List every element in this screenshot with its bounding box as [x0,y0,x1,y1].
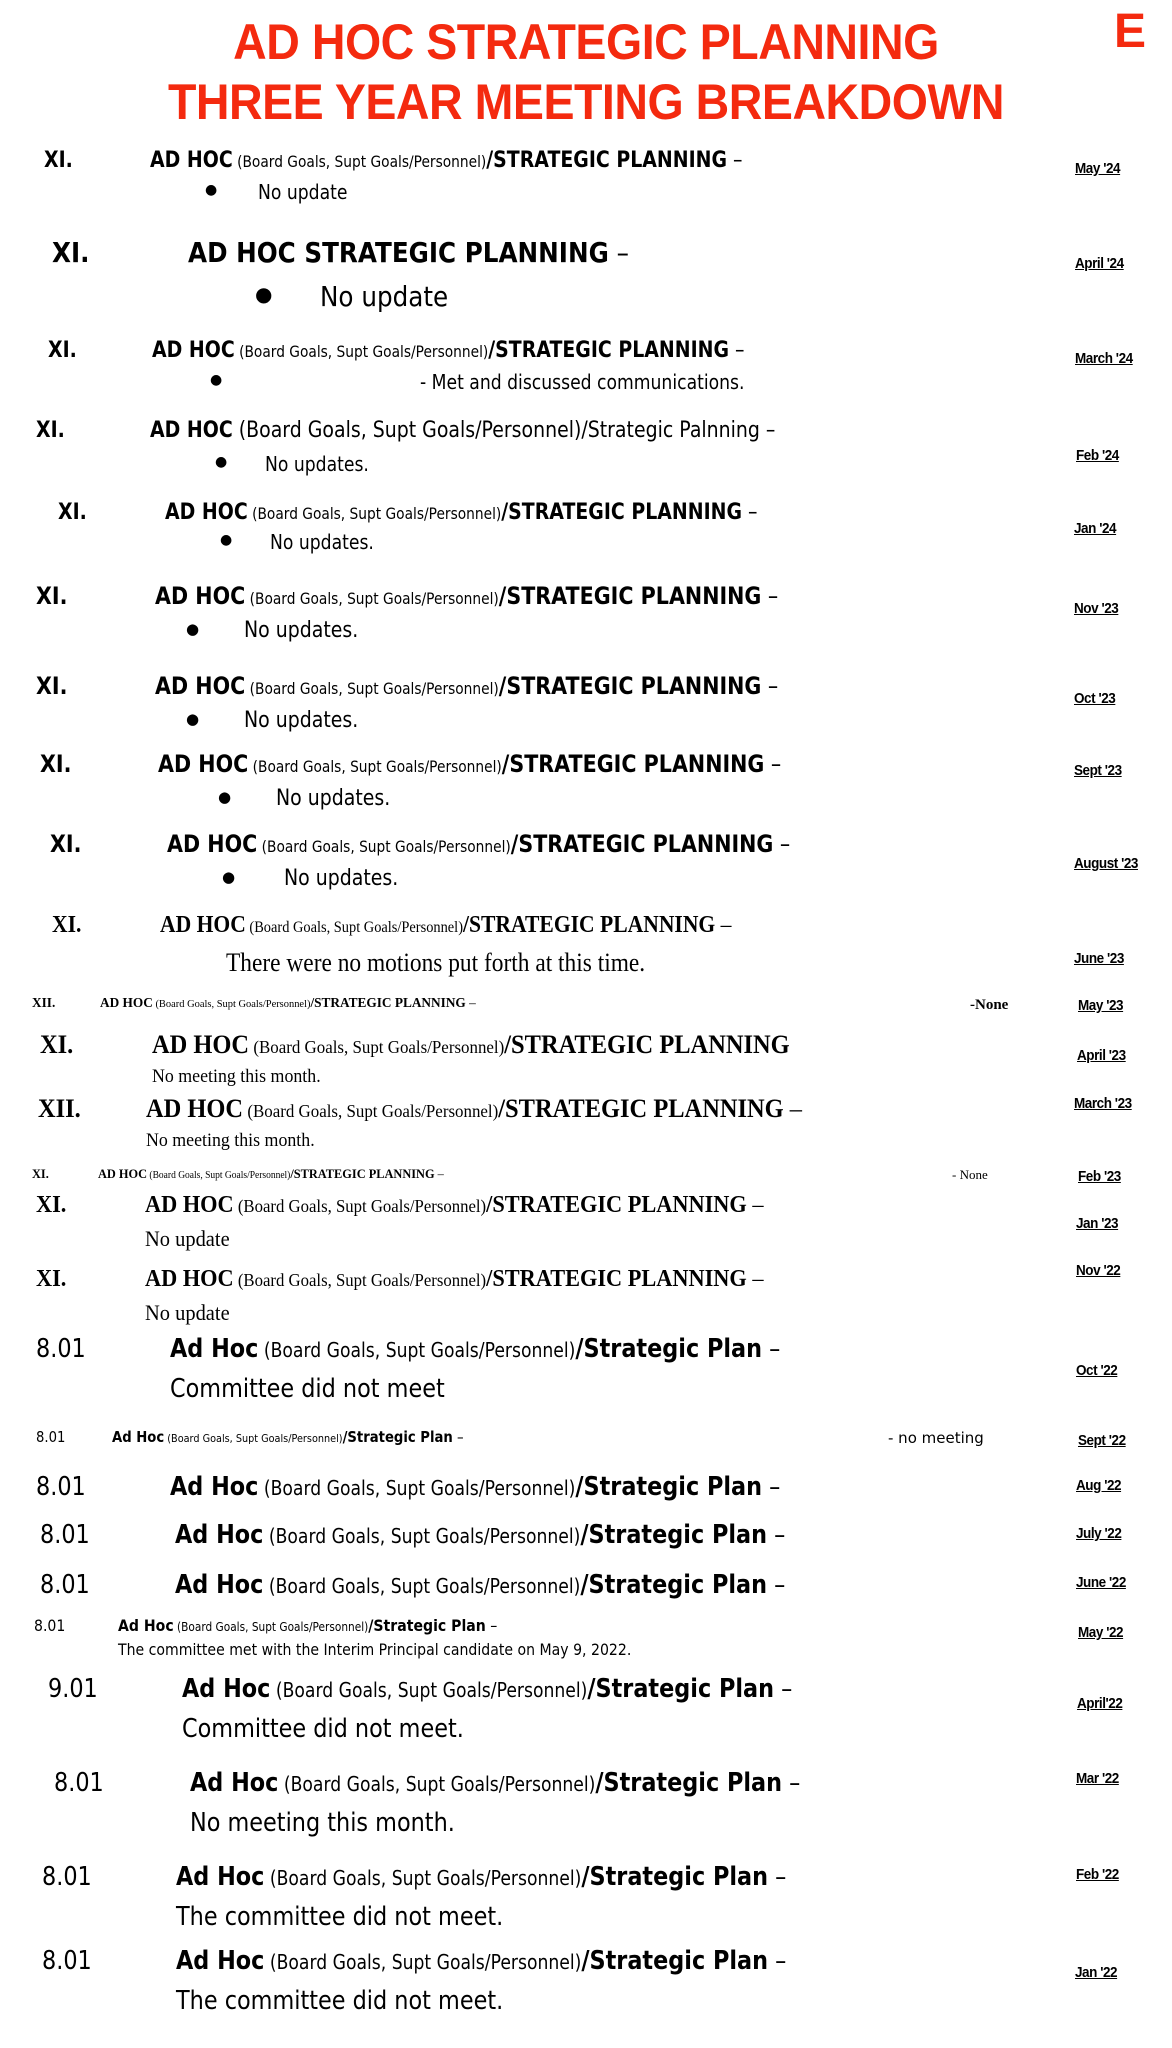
item-number: 8.01 [36,1472,86,1502]
item-number: XII. [32,996,56,1011]
heading-dash: – [764,750,782,778]
heading-topic: /Strategic Plan [580,1520,768,1550]
item-heading [167,830,790,858]
item-heading [175,1520,785,1550]
heading-scope: (Board Goals, Supt Goals/Personnel) [147,1170,291,1181]
item-number: 8.01 [42,1862,92,1892]
bullet-icon [220,532,232,548]
meeting-date: April '23 [1077,1047,1126,1064]
item-status-text: No update [145,1300,230,1325]
item-heading [150,148,742,173]
heading-scope: (Board Goals, Supt Goals/Personnel) [258,1338,576,1362]
heading-committee-name: AD HOC [167,830,258,858]
heading-dash: – [746,1192,764,1218]
item-number: 8.01 [54,1768,104,1798]
heading-topic: /Strategic Plan [581,1946,769,1976]
heading-dash: – [715,912,732,938]
heading-dash: – [762,1472,781,1502]
item-status-text: The committee did not meet. [176,1986,504,2016]
bullet-icon [205,182,217,198]
item-number: XI. [32,1166,49,1181]
heading-committee-name: AD HOC [160,912,246,938]
item-status-text: No updates. [244,618,359,643]
heading-dash: – [762,1334,781,1364]
heading-committee-name: Ad Hoc [175,1520,264,1550]
item-heading [176,1946,786,1976]
heading-committee-name: AD HOC [158,750,249,778]
heading-topic: /STRATEGIC PLANNING [462,912,716,938]
item-status-text: No updates. [276,786,391,811]
heading-committee-name: Ad Hoc [176,1862,265,1892]
item-heading [158,750,781,778]
item-number: XI. [36,1266,67,1292]
item-status-text: No meeting this month. [152,1066,321,1087]
item-heading [155,672,778,700]
meeting-date: Feb '22 [1076,1866,1119,1883]
item-heading [98,1166,444,1182]
heading-scope: (Board Goals, Supt Goals/Personnel) [164,1432,343,1445]
heading-topic: /Strategic Plan [587,1674,775,1704]
bullet-icon [222,868,235,886]
heading-scope: (Board Goals, Supt Goals/Personnel) [247,504,502,523]
item-heading [146,1094,802,1124]
heading-dash: – [741,500,758,525]
heading-dash: – [773,830,791,858]
item-status-text: There were no motions put forth at this time. [226,948,646,977]
heading-scope: (Board Goals, Supt Goals/Personnel) [234,342,489,361]
heading-scope: (Board Goals, Supt Goals/Personnel) [263,1574,581,1598]
meeting-date: Oct '22 [1076,1362,1118,1379]
heading-scope: (Board Goals, Supt Goals/Personnel) [257,837,511,856]
heading-topic: /Strategic Plan [595,1768,783,1798]
heading-scope: (Board Goals, Supt Goals/Personnel) [249,1037,505,1057]
heading-committee-name: Ad Hoc [112,1428,165,1446]
heading-dash: – [485,1616,498,1635]
heading-dash: – [759,418,776,443]
heading-committee-name: Ad Hoc [175,1570,264,1600]
meeting-date: August '23 [1074,855,1138,872]
item-status-text: Committee did not meet [170,1374,445,1404]
item-status-text: The committee did not meet. [176,1902,504,1932]
heading-scope: (Board Goals, Supt Goals/Personnel) [264,1950,582,1974]
item-heading [100,996,476,1012]
heading-scope: (Board Goals, Supt Goals/Personnel) [232,152,487,171]
heading-scope: (Board Goals, Supt Goals/Personnel) [245,589,499,608]
heading-committee-name: AD HOC [98,1166,148,1181]
item-heading [160,912,731,939]
item-number: XI. [36,1192,67,1218]
heading-dash: – [768,1862,787,1892]
heading-scope: (Board Goals, Supt Goals/Personnel) [258,1476,576,1500]
heading-topic: /STRATEGIC PLANNING [498,1094,784,1123]
status-note: - None [952,1167,988,1182]
item-heading [150,418,775,443]
item-heading [190,1768,800,1798]
heading-scope: (Board Goals, Supt Goals/Personnel) [248,757,502,776]
item-number: XI. [36,582,68,610]
meeting-date: Jan '24 [1074,520,1117,537]
item-heading [155,582,778,610]
meeting-date: Mar '22 [1076,1770,1119,1787]
meeting-date: Sept '22 [1078,1432,1126,1449]
heading-dash: – [728,338,745,363]
heading-committee-name: Ad Hoc [118,1616,174,1635]
document-title-line-2: THREE YEAR MEETING BREAKDOWN [167,74,1005,130]
heading-topic: /STRATEGIC PLANNING [290,1166,435,1181]
heading-topic: /STRATEGIC PLANNING [310,996,466,1011]
heading-topic: /STRATEGIC PLANNING [486,148,727,173]
heading-dash: – [726,148,743,173]
item-number: XII. [38,1094,81,1123]
heading-topic: /STRATEGIC PLANNING [486,1266,747,1292]
item-heading [165,500,757,525]
item-status-text: - Met and discussed communications. [420,370,745,394]
heading-committee-name: AD HOC [150,418,233,443]
heading-scope: (Board Goals, Supt Goals/Personnel) [243,1101,499,1121]
heading-committee-name: AD HOC STRATEGIC PLANNING [188,236,609,269]
bullet-icon [210,372,222,388]
item-number: XI. [36,418,65,443]
heading-dash: – [767,1570,786,1600]
meeting-date: Aug '22 [1076,1477,1122,1494]
heading-dash: – [774,1674,793,1704]
heading-scope: (Board Goals, Supt Goals/Personnel) [233,1196,487,1216]
item-number: 8.01 [40,1570,90,1600]
heading-topic: /Strategic Plan [575,1334,763,1364]
item-status-text: No update [145,1226,230,1251]
bullet-icon [186,710,199,728]
item-heading [182,1674,792,1704]
heading-committee-name: AD HOC [155,582,246,610]
heading-dash: – [761,672,779,700]
bullet-icon [215,454,227,470]
item-number: 8.01 [36,1428,66,1446]
item-status-text: No meeting this month. [146,1130,315,1151]
meeting-date: Jan '22 [1075,1964,1118,1981]
item-status-text: Committee did not meet. [182,1714,464,1744]
item-heading [152,1030,790,1060]
heading-scope: (Board Goals, Supt Goals/Personnel) [173,1620,369,1634]
item-status-text: The committee met with the Interim Principal candidate on May 9, 2022. [118,1640,632,1659]
meeting-date: May '22 [1078,1624,1124,1641]
meeting-date: Feb '24 [1076,447,1119,464]
heading-topic: /STRATEGIC PLANNING [488,338,729,363]
heading-topic: /STRATEGIC PLANNING [501,750,765,778]
item-number: 8.01 [42,1946,92,1976]
item-status-text: No meeting this month. [190,1808,455,1838]
item-number: XI. [36,672,68,700]
meeting-date: May '24 [1075,160,1121,177]
item-heading [188,236,629,269]
heading-dash: – [465,996,476,1011]
status-note: -None [970,997,1009,1013]
heading-dash: – [767,1520,786,1550]
item-number: 9.01 [48,1674,98,1704]
heading-topic: /STRATEGIC PLANNING [486,1192,747,1218]
heading-scope: (Board Goals, Supt Goals/Personnel) [264,1866,582,1890]
item-status-text: No update [258,180,348,204]
heading-scope: (Board Goals, Supt Goals/Personnel) [245,679,499,698]
meeting-date: March '24 [1075,350,1133,367]
heading-topic: /STRATEGIC PLANNING [510,830,774,858]
item-number: XI. [44,148,73,173]
bullet-icon [255,282,272,306]
item-status-text: No updates. [270,530,374,554]
heading-topic: /Strategic Plan [581,1862,769,1892]
meeting-date: Jan '23 [1076,1215,1119,1232]
item-heading [112,1428,464,1446]
meeting-date: May '23 [1078,997,1124,1014]
meeting-date: Sept '23 [1074,762,1122,779]
heading-committee-name: Ad Hoc [176,1946,265,1976]
item-heading [145,1192,764,1219]
item-number: XI. [50,830,82,858]
heading-dash: – [761,582,779,610]
heading-scope: (Board Goals, Supt Goals/Personnel) [263,1524,581,1548]
heading-committee-name: AD HOC [152,338,235,363]
item-number: XI. [40,750,72,778]
item-heading [170,1334,780,1364]
item-number: 8.01 [36,1334,86,1364]
document-title-line-1: AD HOC STRATEGIC PLANNING [233,14,939,70]
bullet-icon [186,620,199,638]
item-number: XI. [52,236,90,269]
meeting-date: Nov '22 [1076,1262,1121,1279]
heading-committee-name: AD HOC [100,996,153,1011]
heading-scope: (Board Goals, Supt Goals/Personnel) [270,1678,588,1702]
heading-topic: /Strategic Plan [368,1616,486,1635]
heading-dash: – [782,1768,801,1798]
item-heading [145,1266,764,1293]
heading-committee-name: AD HOC [155,672,246,700]
item-number: XI. [58,500,87,525]
heading-committee-name: Ad Hoc [170,1334,259,1364]
exhibit-label: E [1114,5,1147,58]
meeting-date: June '22 [1076,1574,1126,1591]
meeting-date: March '23 [1074,1095,1132,1112]
heading-dash: – [746,1266,764,1292]
item-heading [118,1616,497,1635]
item-heading [170,1472,780,1502]
heading-committee-name: AD HOC [145,1266,234,1292]
heading-scope: (Board Goals, Supt Goals/Personnel) [233,1270,487,1290]
heading-scope: (Board Goals, Supt Goals/Personnel) [152,998,311,1010]
heading-topic: /Strategic Plan [575,1472,763,1502]
meeting-date: April'22 [1077,1695,1123,1712]
heading-committee-name: Ad Hoc [190,1768,279,1798]
item-number: 8.01 [34,1616,66,1635]
status-note: - no meeting [888,1429,984,1447]
item-number: XI. [40,1030,74,1059]
meeting-date: Feb '23 [1078,1168,1121,1185]
heading-topic: /STRATEGIC PLANNING [498,672,762,700]
heading-committee-name: AD HOC [145,1192,234,1218]
heading-committee-name: AD HOC [165,500,248,525]
item-status-text: No updates. [284,866,399,891]
heading-scope: (Board Goals, Supt Goals/Personnel)/Strategic Palnning [232,418,760,443]
item-number: 8.01 [40,1520,90,1550]
item-heading [175,1570,785,1600]
heading-committee-name: AD HOC [146,1094,244,1123]
heading-topic: /STRATEGIC PLANNING [498,582,762,610]
bullet-icon [218,788,231,806]
heading-dash: – [608,236,629,269]
meeting-date: April '24 [1075,255,1124,272]
item-heading [176,1862,786,1892]
item-status-text: No updates. [265,452,369,476]
heading-topic: /STRATEGIC PLANNING [501,500,742,525]
item-status-text: No updates. [244,708,359,733]
heading-topic: /Strategic Plan [342,1428,453,1446]
heading-dash: – [452,1428,464,1446]
item-number: XI. [48,338,77,363]
heading-dash: – [434,1166,444,1181]
heading-scope: (Board Goals, Supt Goals/Personnel) [278,1772,596,1796]
item-heading [152,338,744,363]
heading-topic: /STRATEGIC PLANNING [504,1030,790,1059]
heading-dash: – [783,1094,803,1123]
item-status-text: No update [320,280,449,313]
heading-committee-name: Ad Hoc [170,1472,259,1502]
heading-committee-name: AD HOC [152,1030,250,1059]
item-number: XI. [52,912,82,938]
heading-scope: (Board Goals, Supt Goals/Personnel) [245,919,463,936]
meeting-date: Nov '23 [1074,600,1119,617]
meeting-date: June '23 [1074,950,1124,967]
heading-topic: /Strategic Plan [580,1570,768,1600]
heading-committee-name: AD HOC [150,148,233,173]
heading-committee-name: Ad Hoc [182,1674,271,1704]
meeting-date: July '22 [1076,1525,1122,1542]
meeting-date: Oct '23 [1074,690,1116,707]
heading-dash: – [768,1946,787,1976]
